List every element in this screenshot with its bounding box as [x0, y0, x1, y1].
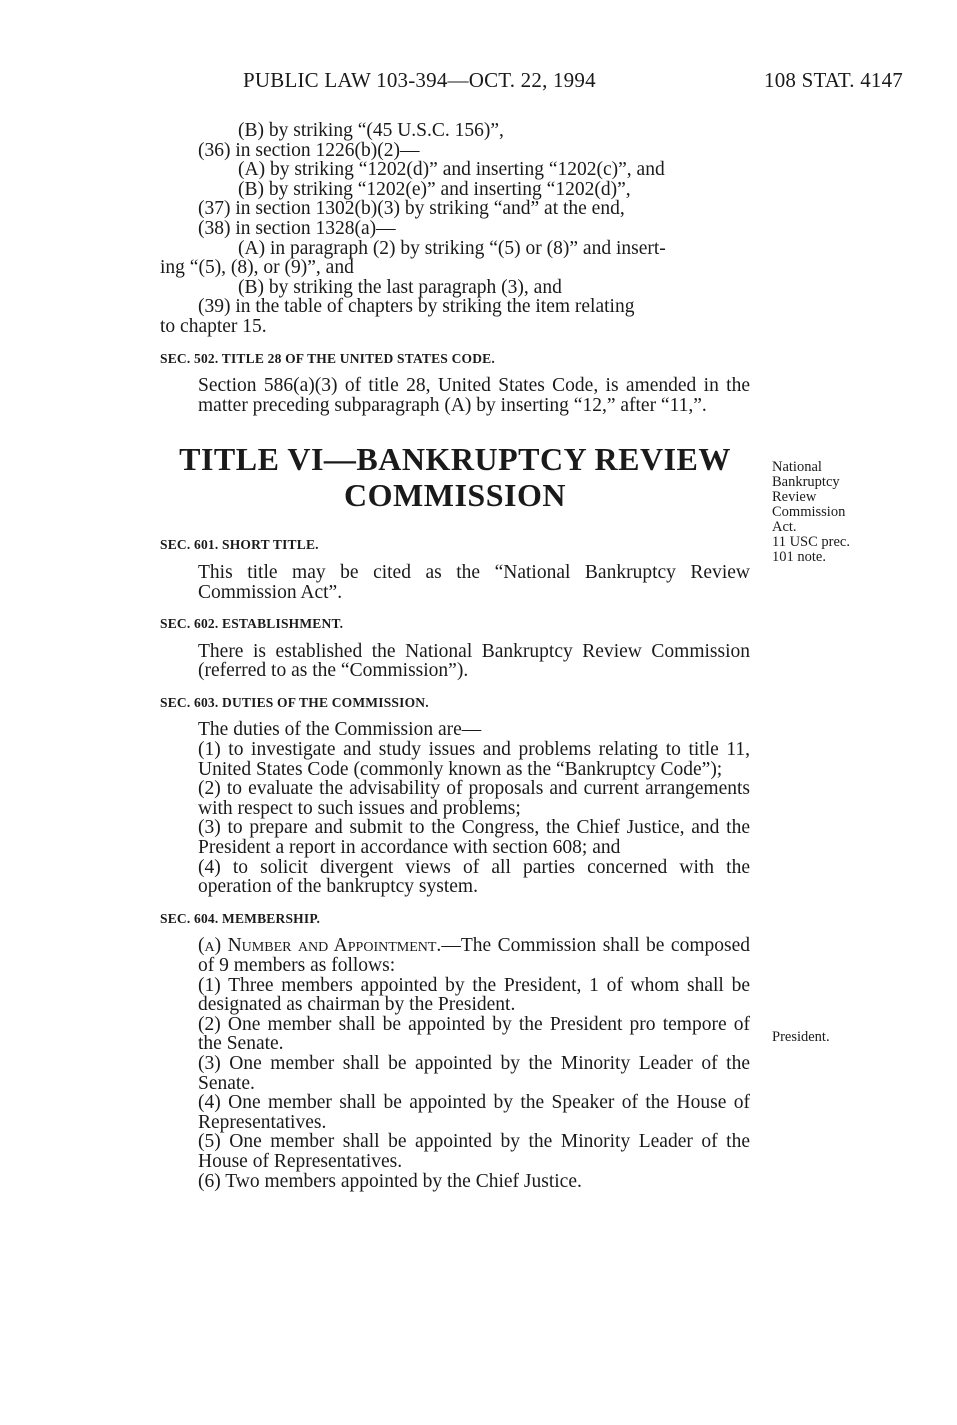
- margin-note-line: Review: [772, 489, 817, 505]
- title-line: COMMISSION: [344, 477, 566, 514]
- list-item: (A) by striking “1202(d)” and inserting “1202(c)”, and: [238, 159, 665, 181]
- list-item: (37) in section 1302(b)(3) by striking “and” at the end,: [198, 198, 625, 220]
- list-item: (39) in the table of chapters by striking the item relating: [198, 296, 635, 318]
- margin-note-line: Commission: [772, 504, 846, 520]
- page-header: [243, 68, 903, 98]
- section-heading: SEC. 604. MEMBERSHIP.: [160, 910, 321, 926]
- list-item: (B) by striking “1202(e)” and inserting “1202(d)”,: [238, 178, 631, 200]
- title-line: TITLE VI—BANKRUPTCY REVIEW: [179, 441, 731, 478]
- list-item: (A) in paragraph (2) by striking “(5) or (8)” and insert-: [238, 237, 666, 259]
- list-item: (4) One member shall be appointed by the Speaker of the House of Representatives.: [198, 1092, 750, 1133]
- section-heading: SEC. 603. DUTIES OF THE COMMISSION.: [160, 694, 429, 710]
- section-paragraph: There is established the National Bankruptcy Review Commission (referred to as the “Commission”).: [198, 640, 750, 682]
- list-item: (1) to investigate and study issues and problems relating to title 11, United States Code (commonly known as the “Bankruptcy Code”);: [198, 739, 750, 780]
- margin-note-president: President.: [772, 1029, 830, 1045]
- list-item: (B) by striking “(45 U.S.C. 156)”,: [238, 120, 504, 141]
- margin-note-line: 101 note.: [772, 549, 826, 565]
- list-item: (5) One member shall be appointed by the Minority Leader of the House of Representatives.: [198, 1131, 750, 1172]
- header-citation: PUBLIC LAW 103-394—OCT. 22, 1994: [243, 68, 596, 92]
- section-paragraph: [160, 936, 750, 975]
- list-item: ing “(5), (8), or (9)”, and: [160, 257, 354, 279]
- section-heading: SEC. 502. TITLE 28 OF THE UNITED STATES CODE.: [160, 350, 495, 366]
- list-item: (38) in section 1328(a)—: [198, 217, 396, 239]
- list-item: (3) to prepare and submit to the Congress, the Chief Justice, and the President a report in accordance with section 608; and: [198, 817, 750, 859]
- margin-note-line: 11 USC prec.: [772, 534, 850, 550]
- section-paragraph: Section 586(a)(3) of title 28, United States Code, is amended in the matter preceding subparagraph (A) by inserting “12,” after “11,”.: [198, 375, 750, 416]
- header-stat-page: 108 STAT. 4147: [764, 68, 903, 92]
- list-item: (3) One member shall be appointed by the Minority Leader of the Senate.: [198, 1052, 750, 1094]
- list-item: (4) to solicit divergent views of all parties concerned with the operation of the bankruptcy system.: [198, 856, 750, 898]
- section-paragraph: The duties of the Commission are—: [198, 719, 482, 741]
- subsection-label: (a) Number and Appointment.: [198, 935, 442, 957]
- margin-note-line: Bankruptcy: [772, 474, 840, 490]
- section-paragraph: This title may be cited as the “National Bankruptcy Review Commission Act”.: [198, 561, 750, 603]
- title-heading: [160, 441, 750, 513]
- list-item: (B) by striking the last paragraph (3), and: [238, 276, 562, 298]
- margin-note-line: National: [772, 459, 822, 475]
- section-heading: SEC. 601. SHORT TITLE.: [160, 537, 319, 553]
- list-item: (36) in section 1226(b)(2)—: [198, 139, 420, 161]
- margin-note-line: Act.: [772, 519, 797, 535]
- list-item: (2) to evaluate the advisability of proposals and current arrangements with respect to such issues and problems;: [198, 778, 750, 819]
- list-item: (1) Three members appointed by the President, 1 of whom shall be designated as chairman by the President.: [198, 974, 750, 1016]
- list-item: (2) One member shall be appointed by the President pro tempore of the Senate.: [198, 1013, 750, 1055]
- document-body: [160, 121, 750, 1191]
- amendment-list: [160, 121, 750, 337]
- list-item: (6) Two members appointed by the Chief Justice.: [198, 1170, 582, 1192]
- margin-note-act: [772, 460, 892, 565]
- list-item: to chapter 15.: [160, 315, 267, 337]
- section-heading: SEC. 602. ESTABLISHMENT.: [160, 616, 344, 632]
- subsection-text: —The Commission shall be composed of 9 members as follows:: [198, 935, 750, 976]
